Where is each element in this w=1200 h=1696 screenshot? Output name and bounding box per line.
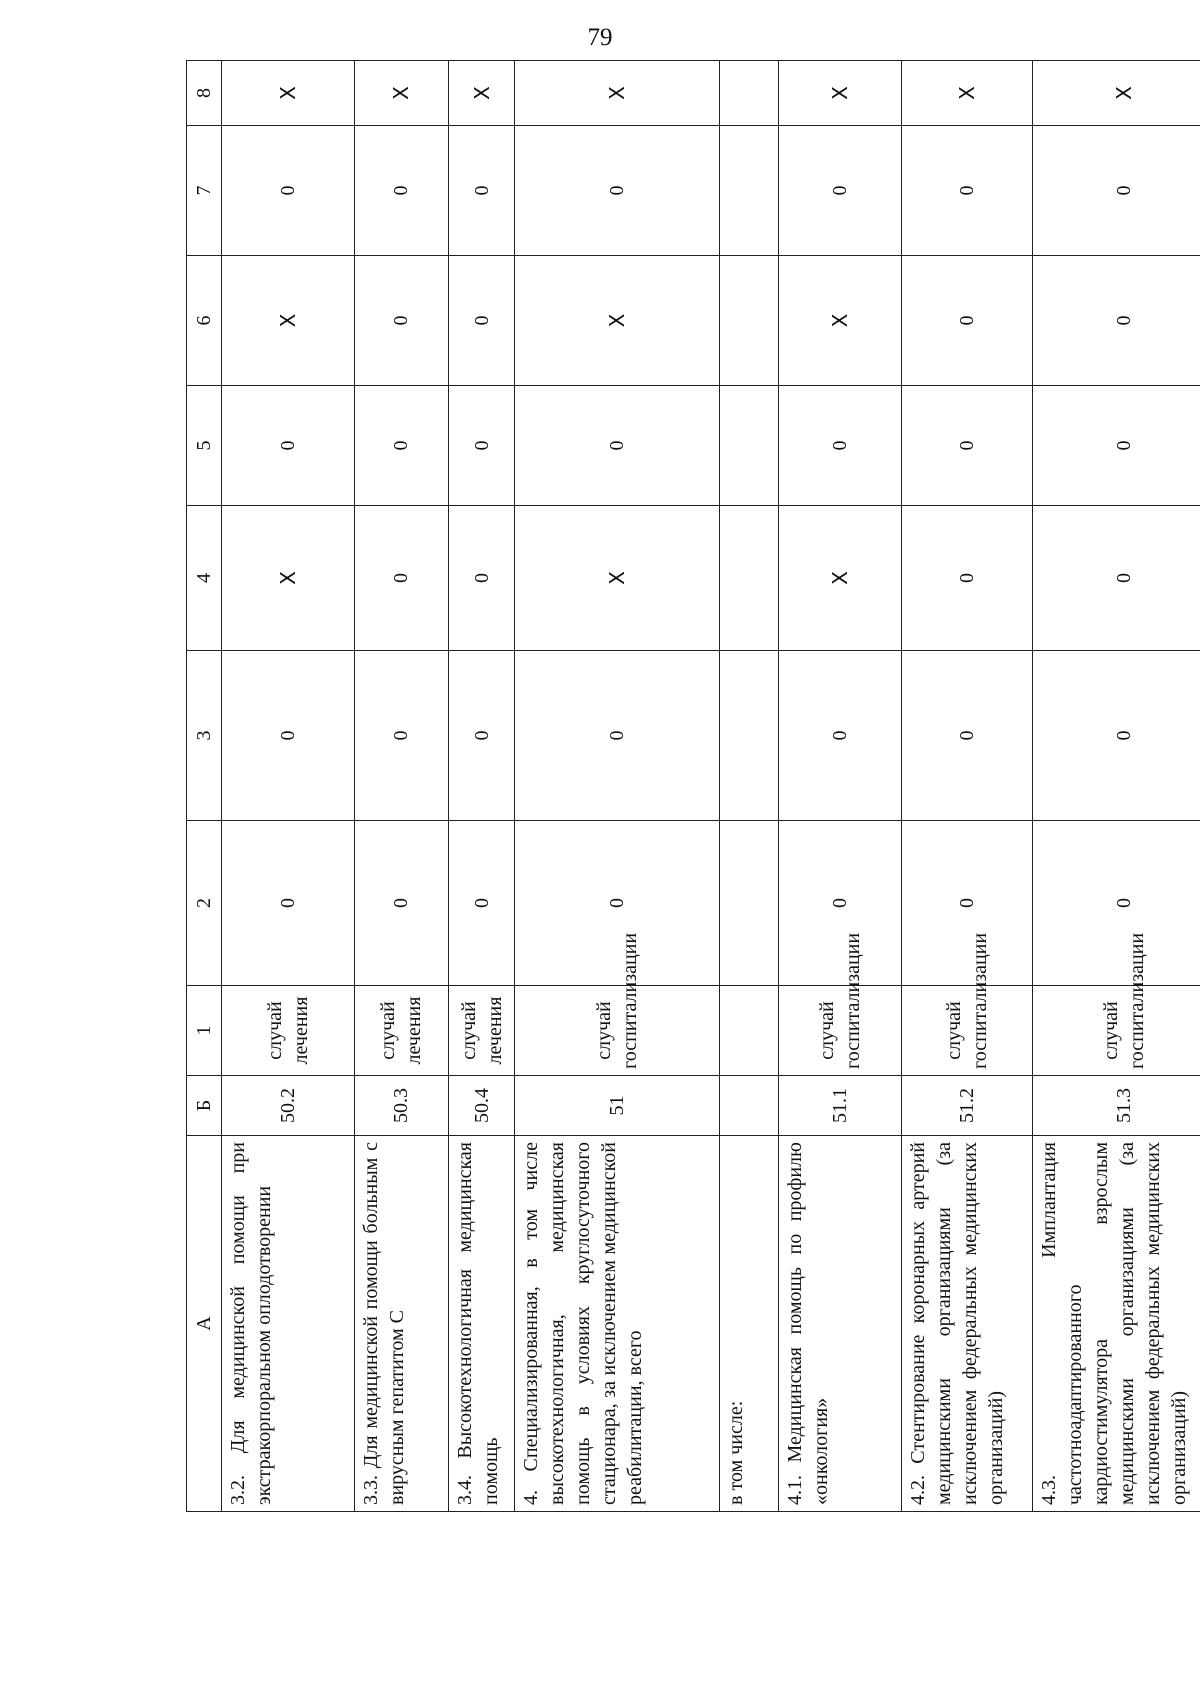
value-cell-col-2: 0 [778,821,902,986]
value-cell-col-4: X [222,506,355,651]
value-cell-col-8: X [1032,61,1200,126]
value-cell-col-7: 0 [778,126,902,256]
value-cell-col-4: X [778,506,902,651]
value-cell-col-3: 0 [354,651,448,821]
data-table [186,60,1200,1512]
unit-of-measure: случай госпитализации [515,986,720,1076]
row-label: 3.3. Для медицинской помощи больным с вирусным гепатитом С [354,1136,448,1512]
value-cell-col-4: 0 [902,506,1032,651]
value-cell-col-8: X [902,61,1032,126]
value-cell-col-6: X [778,256,902,386]
value-cell-col-7: 0 [902,126,1032,256]
value-cell-col-4: 0 [449,506,515,651]
value-cell-col-6: 0 [449,256,515,386]
table-row [449,61,515,1512]
row-label: 4.2. Стентирование коронарных артерий медицинскими организациями (за исключением федеральных медицинских организаций) [902,1136,1032,1512]
value-cell-col-6: X [515,256,720,386]
value-cell-col-2 [720,821,778,986]
row-code: 51.3 [1032,1076,1200,1136]
value-cell-col-2: 0 [902,821,1032,986]
value-cell-col-3: 0 [1032,651,1200,821]
value-cell-col-2: 0 [354,821,448,986]
header-row [187,61,222,1512]
value-cell-col-5: 0 [354,386,448,506]
row-label: 3.4. Высокотехнологичная медицинская помощь [449,1136,515,1512]
table-row [720,61,778,1512]
row-code: 51.1 [778,1076,902,1136]
column-header: 8 [187,61,222,126]
value-cell-col-3: 0 [778,651,902,821]
value-cell-col-3: 0 [222,651,355,821]
page-number: 79 [587,24,613,51]
value-cell-col-8: X [222,61,355,126]
column-header: 4 [187,506,222,651]
unit-of-measure: случай лечения [222,986,355,1076]
row-label: 4.1. Медицинская помощь по профилю «онкология» [778,1136,902,1512]
table-row [778,61,902,1512]
unit-of-measure: случай госпитализации [1032,986,1200,1076]
value-cell-col-4 [720,506,778,651]
unit-of-measure: случай госпитализации [778,986,902,1076]
value-cell-col-2: 0 [449,821,515,986]
value-cell-col-4: 0 [1032,506,1200,651]
value-cell-col-5 [720,386,778,506]
table-row [354,61,448,1512]
value-cell-col-5: 0 [902,386,1032,506]
column-header: 5 [187,386,222,506]
row-code: 50.4 [449,1076,515,1136]
value-cell-col-7: 0 [515,126,720,256]
value-cell-col-5: 0 [1032,386,1200,506]
rotated-table-container [186,86,1200,1512]
column-header: Б [187,1076,222,1136]
row-label: 4.3. Имплантация частотноадаптированного кардиостимулятора взрослым медицинскими организациями (за исключением федеральных медицинских организаций) [1032,1136,1200,1512]
table-row [222,61,355,1512]
value-cell-col-7: 0 [449,126,515,256]
value-cell-col-5: 0 [449,386,515,506]
value-cell-col-8 [720,61,778,126]
unit-of-measure [720,986,778,1076]
column-header: 7 [187,126,222,256]
unit-of-measure: случай госпитализации [902,986,1032,1076]
row-code: 51.2 [902,1076,1032,1136]
value-cell-col-6: X [222,256,355,386]
value-cell-col-7: 0 [222,126,355,256]
value-cell-col-7 [720,126,778,256]
value-cell-col-8: X [778,61,902,126]
table-row [902,61,1032,1512]
row-code: 50.3 [354,1076,448,1136]
unit-of-measure: случай лечения [449,986,515,1076]
unit-of-measure: случай лечения [354,986,448,1076]
value-cell-col-8: X [449,61,515,126]
column-header: 1 [187,986,222,1076]
value-cell-col-2: 0 [515,821,720,986]
value-cell-col-5: 0 [778,386,902,506]
value-cell-col-6: 0 [902,256,1032,386]
column-header: А [187,1136,222,1512]
value-cell-col-6: 0 [1032,256,1200,386]
row-code: 50.2 [222,1076,355,1136]
row-code [720,1076,778,1136]
value-cell-col-8: X [354,61,448,126]
row-code: 51 [515,1076,720,1136]
value-cell-col-6 [720,256,778,386]
value-cell-col-2: 0 [1032,821,1200,986]
value-cell-col-3: 0 [902,651,1032,821]
value-cell-col-3: 0 [515,651,720,821]
row-label: 4. Специализированная, в том числе высокотехнологичная, медицинская помощь в условиях круглосуточного стационара, за исключением медицинской реабилитации, всего [515,1136,720,1512]
column-header: 6 [187,256,222,386]
value-cell-col-8: X [515,61,720,126]
value-cell-col-4: X [515,506,720,651]
table-row [515,61,720,1512]
row-label: 3.2. Для медицинской помощи при экстракорпоральном оплодотворении [222,1136,355,1512]
value-cell-col-3 [720,651,778,821]
value-cell-col-6: 0 [354,256,448,386]
value-cell-col-7: 0 [354,126,448,256]
value-cell-col-7: 0 [1032,126,1200,256]
value-cell-col-2: 0 [222,821,355,986]
row-label: в том числе: [720,1136,778,1512]
column-header: 2 [187,821,222,986]
value-cell-col-3: 0 [449,651,515,821]
value-cell-col-5: 0 [222,386,355,506]
column-header: 3 [187,651,222,821]
value-cell-col-5: 0 [515,386,720,506]
table-row [1032,61,1200,1512]
value-cell-col-4: 0 [354,506,448,651]
